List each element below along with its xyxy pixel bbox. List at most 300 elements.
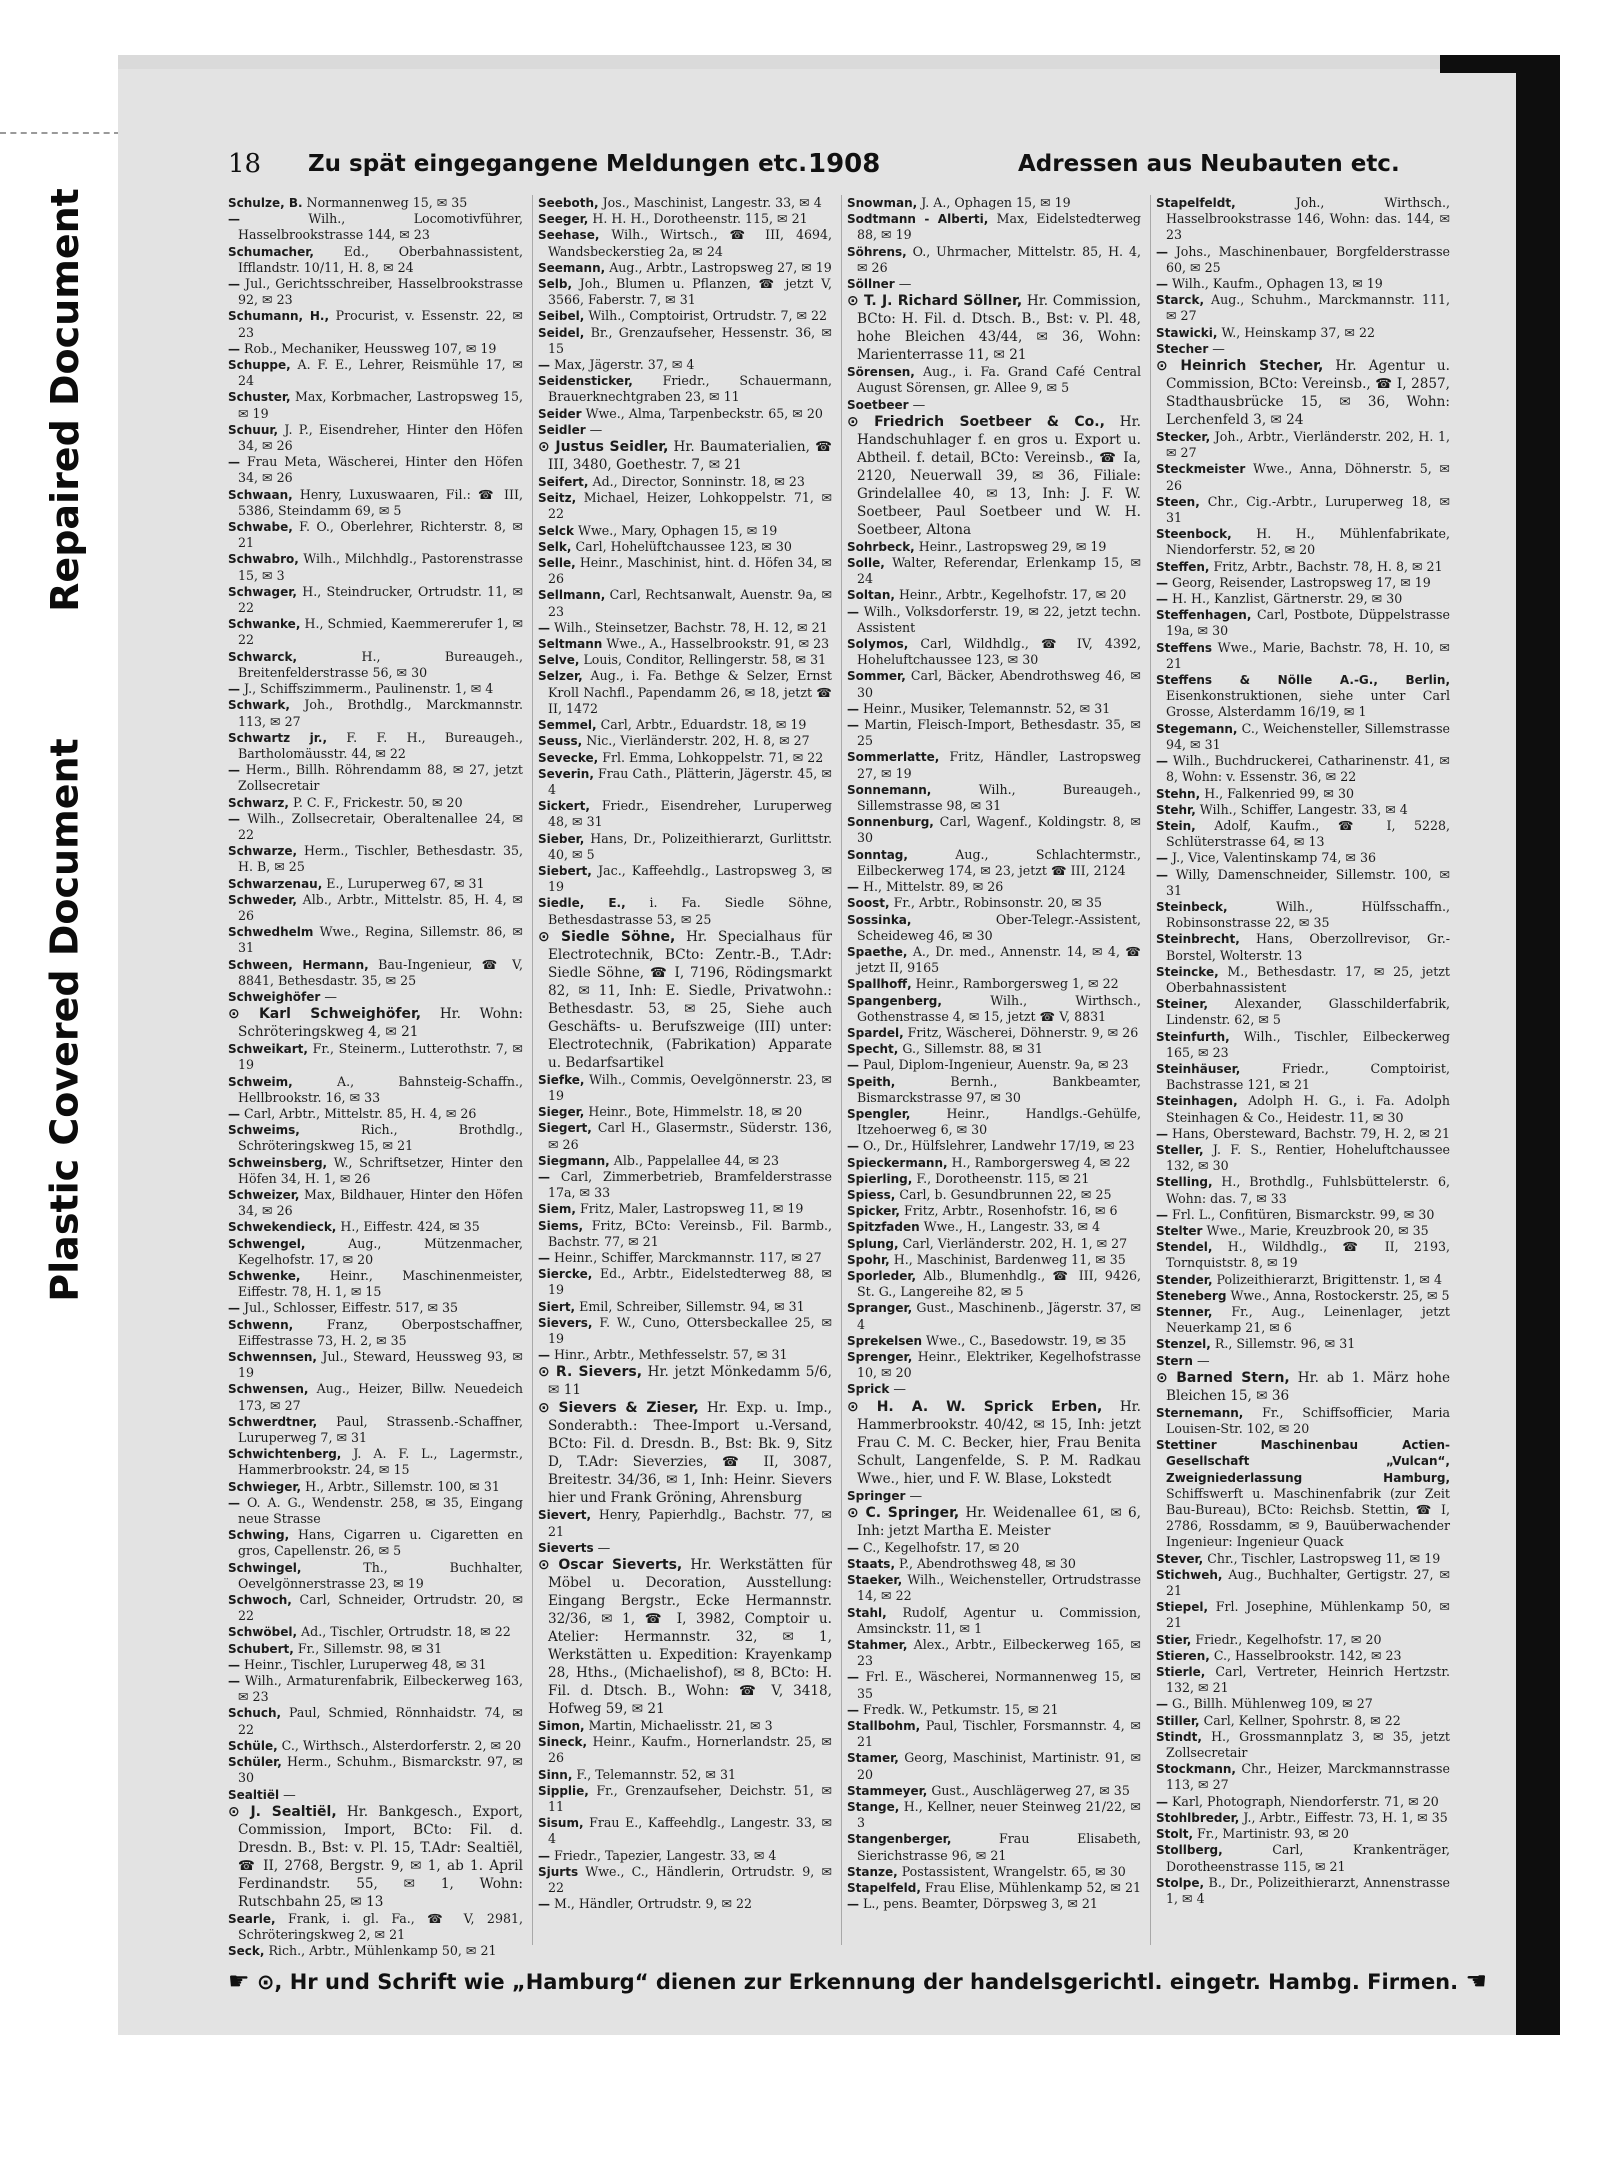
entry-name: — (1156, 575, 1168, 590)
directory-entry (1156, 850, 1450, 866)
entry-details: L., pens. Beamter, Dörpsweg 3, ✉ 21 (863, 1896, 1098, 1912)
directory-entry (847, 1381, 1141, 1397)
directory-entry (228, 1317, 523, 1349)
entry-details: Paul, Diplom-Ingenieur, Auenstr. 9a, ✉ 23 (863, 1057, 1129, 1073)
entry-details: Hr. Hammerbrookstr. 40/42, ✉ 15, Inh: jetzt Frau C. M. C. Becker, hier, Frau Benita Schult, Langenfelde, S. P. M. Radkau Wwe., hier, und F. W. Blase, Lokstedt (857, 1398, 1142, 1487)
entry-details: Rob., Mechaniker, Heussweg 107, ✉ 19 (244, 340, 497, 356)
entry-details: Wilh., Tischler, Eilbeckerweg 165, ✉ 23 (1166, 1028, 1450, 1060)
entry-details: Wilh., Comptoirist, Ortrudstr. 7, ✉ 22 (588, 308, 828, 324)
entry-details: Wwe., A., Hasselbrookstr. 91, ✉ 23 (606, 636, 830, 652)
entry-name: Steiner, (1156, 997, 1209, 1012)
directory-entry (228, 1641, 523, 1657)
entry-details: Frau E., Kaffeehdlg., Langestr. 33, ✉ 4 (548, 1815, 832, 1847)
directory-entry (1156, 1142, 1450, 1174)
entry-details: Schiffswerft u. Maschinenfabrik (zur Zeit Bau-Bureau), BCto: Reichsb. Stettin, ☎ I, 2786, Rossdamm, ✉ 9, Bauüberwachender Ingenieur: Ingenieur Quack (1166, 1485, 1450, 1550)
entry-name: Soost, (847, 896, 890, 911)
entry-name: Stierle, (1156, 1665, 1206, 1680)
directory-entry (228, 211, 523, 243)
directory-entry (538, 276, 832, 308)
directory-entry (538, 474, 832, 490)
directory-entry (538, 620, 832, 636)
entry-name: ⊙ T. J. Richard Söllner, (847, 293, 1023, 310)
directory-entry (847, 782, 1141, 814)
entry-details: Fritz, Händler, Lastropsweg 27, ✉ 19 (857, 749, 1141, 781)
directory-entry (1156, 575, 1450, 591)
entry-name: Starck, (1156, 293, 1205, 308)
entry-details: Carl, Kellner, Spohrstr. 8, ✉ 22 (1203, 1712, 1401, 1728)
directory-entry (538, 1718, 832, 1734)
directory-entry (1156, 786, 1450, 802)
directory-entry (1156, 721, 1450, 753)
directory-entry (847, 211, 1141, 243)
entry-name: Seltmann (538, 637, 603, 652)
directory-entry (1156, 1093, 1450, 1125)
footer-text: ⊙, Hr und Schrift wie „Hamburg“ dienen zur Erkennung der handelsgerichtl. eingetr. Hambg. Firmen. (256, 1970, 1459, 1994)
directory-entry (1156, 1567, 1450, 1599)
directory-entry (538, 895, 832, 927)
entry-name: Seehase, (538, 228, 600, 243)
directory-entry (228, 1624, 523, 1640)
entry-details: H., Eiffestr. 424, ✉ 35 (340, 1219, 480, 1235)
directory-entry (538, 766, 832, 798)
entry-details: Frl. E., Wäscherei, Normannenweg 15, ✉ 35 (857, 1669, 1141, 1701)
entry-name: Snowman, (847, 196, 918, 210)
entry-name: ⊙ J. Sealtiël, (228, 1803, 337, 1820)
directory-entry (538, 555, 832, 587)
entry-name: Sieverts (538, 1540, 594, 1555)
entry-details: Wwe., Anna, Rostockerstr. 25, ✉ 5 (1230, 1287, 1450, 1303)
entry-name: — (228, 1657, 240, 1672)
directory-entry (1156, 899, 1450, 931)
directory-entry (538, 325, 832, 357)
entry-name: Schwarz, (228, 795, 289, 810)
entry-details: Wwe., H., Langestr. 33, ✉ 4 (923, 1219, 1101, 1235)
directory-entry (1156, 1632, 1450, 1648)
directory-entry (847, 1203, 1141, 1219)
entry-details: Heinr., Arbtr., Kegelhofstr. 17, ✉ 20 (898, 587, 1127, 603)
entry-details: — (1212, 340, 1225, 356)
entry-name: Spallhoff, (847, 977, 912, 992)
directory-columns (223, 195, 1458, 1959)
directory-entry (847, 717, 1141, 749)
entry-details: Hr. jetzt Mönkedamm 5/6, ✉ 11 (548, 1364, 833, 1399)
directory-entry (847, 814, 1141, 846)
entry-details: Joh., Wirthsch., Hasselbrookstrasse 146, Wohn: das. 144, ✉ 23 (1166, 195, 1450, 243)
entry-name: Stecker, (1156, 430, 1211, 445)
directory-entry (228, 276, 523, 308)
entry-name: — (1156, 244, 1168, 259)
entry-details: Wwe., Alma, Tarpenbeckstr. 65, ✉ 20 (585, 405, 823, 421)
entry-details: Martin, Michaelisstr. 21, ✉ 3 (588, 1718, 773, 1733)
entry-details: Ad., Director, Sonninstr. 18, ✉ 23 (592, 474, 805, 490)
entry-details: H., Brothdlg., Fuhlsbüttelerstr. 6, Wohn: das. 7, ✉ 33 (1166, 1174, 1450, 1206)
entry-details: H., Maschinist, Bardenweg 11, ✉ 35 (893, 1251, 1126, 1267)
entry-details: H., Bureaugeh., Breitenfelderstrasse 56, ✉ 30 (238, 648, 523, 680)
entry-details: C., Weichensteller, Sillemstrasse 94, ✉ 31 (1166, 720, 1450, 752)
header-left-title: Zu spät eingegangene Meldungen etc. (308, 151, 808, 177)
directory-entry (538, 1315, 832, 1347)
entry-details: J. F. S., Rentier, Hoheluftchaussee 132, ✉ 30 (1166, 1141, 1450, 1174)
repaired-document-text: Repaired Document (43, 188, 88, 612)
directory-entry (1156, 818, 1450, 850)
directory-entry (538, 523, 832, 539)
entry-name: Seck, (228, 1944, 265, 1959)
entry-details: H., Grossmannplatz 3, ✉ 35, jetzt Zollsecretair (1166, 1728, 1450, 1761)
entry-name: Solle, (847, 556, 885, 571)
entry-details: M., Händler, Ortrudstr. 9, ✉ 22 (554, 1896, 753, 1912)
directory-entry (1156, 640, 1450, 672)
entry-details: J. P., Eisendreher, Hinter den Höfen 34, ✉ 26 (238, 421, 523, 454)
directory-entry (847, 1398, 1141, 1488)
entry-details: Wilh., Bureaugeh., Sillemstrasse 98, ✉ 31 (857, 781, 1141, 814)
directory-entry (228, 957, 523, 989)
entry-details: J. A., Ophagen 15, ✉ 19 (921, 195, 1071, 210)
entry-name: Schumacher, (228, 244, 314, 259)
entry-details: F., Telemannstr. 52, ✉ 31 (576, 1766, 737, 1782)
entry-name: Sieger, (538, 1105, 585, 1120)
entry-details: Henry, Papierhdlg., Bachstr. 77, ✉ 21 (548, 1507, 832, 1539)
directory-entry (1156, 1729, 1450, 1761)
entry-name: Stern (1156, 1353, 1193, 1368)
entry-name: Staeker, (847, 1573, 903, 1588)
directory-entry (1156, 996, 1450, 1028)
entry-name: Selck (538, 523, 574, 538)
directory-entry (228, 762, 523, 794)
entry-name: Stangenberger, (847, 1832, 952, 1847)
entry-name: Sörensen, (847, 365, 915, 380)
directory-entry (228, 1738, 523, 1754)
entry-details: Fr., Steinerm., Lutterothstr. 7, ✉ 19 (238, 1041, 523, 1073)
scanned-page (118, 55, 1560, 2035)
directory-entry (1156, 276, 1450, 292)
directory-entry (1156, 1794, 1450, 1810)
entry-details: Heinr., Maschinenmeister, Eiffestr. 78, H. 1, ✉ 15 (238, 1268, 523, 1300)
entry-details: — (912, 396, 926, 412)
directory-entry (228, 681, 523, 697)
entry-name: Staats, (847, 1557, 896, 1571)
entry-details: O., Uhrmacher, Mittelstr. 85, H. 4, ✉ 26 (857, 243, 1141, 275)
repaired-document-label (0, 120, 130, 680)
directory-entry (847, 1783, 1141, 1799)
entry-details: Paul, Tischler, Forsmannstr. 4, ✉ 21 (857, 1718, 1141, 1750)
entry-details: Wilh., Hülfsschaffn., Robinsonstrasse 22, ✉ 35 (1166, 898, 1450, 931)
entry-details: Carl, Schneider, Ortrudstr. 20, ✉ 22 (238, 1592, 523, 1624)
entry-details: Johs., Maschinenbauer, Borgfelderstrasse 60, ✉ 25 (1166, 243, 1450, 275)
directory-entry (228, 1560, 523, 1592)
entry-name: Schweder, (228, 892, 297, 907)
entry-name: Soetbeer (847, 397, 909, 412)
directory-entry (847, 413, 1141, 539)
entry-name: Sprekelsen (847, 1333, 923, 1348)
directory-entry (228, 1268, 523, 1300)
entry-details: H., Kellner, neuer Steinweg 21/22, ✉ 3 (857, 1799, 1141, 1831)
entry-name: Stenner, (1156, 1305, 1213, 1319)
entry-name: Schwarck, (228, 649, 298, 664)
entry-name: Schwing, (228, 1528, 290, 1543)
entry-details: J., Vice, Valentinskamp 74, ✉ 36 (1172, 850, 1376, 866)
header-year: 1908 (808, 149, 881, 179)
entry-details: H., Steindrucker, Ortrudstr. 11, ✉ 22 (238, 583, 523, 616)
directory-entry (847, 879, 1141, 895)
entry-details: Fredk. W., Petkumstr. 15, ✉ 21 (863, 1701, 1059, 1717)
entry-details: Carl, Postbote, Düppelstrasse 19a, ✉ 30 (1166, 607, 1450, 639)
directory-entry (1156, 244, 1450, 276)
directory-column-1 (223, 195, 528, 1959)
entry-name: Sineck, (538, 1735, 588, 1750)
entry-details: Chr., Heizer, Marckmannstrasse 113, ✉ 27 (1166, 1761, 1450, 1793)
entry-details: Fritz, BCto: Vereinsb., Fil. Barmb., Bachstr. 77, ✉ 21 (548, 1217, 832, 1249)
binding-shadow (1516, 55, 1560, 2035)
entry-details: H. H., Kanzlist, Gärtnerstr. 29, ✉ 30 (1172, 591, 1403, 607)
directory-entry (538, 422, 832, 438)
entry-name: Spitzfaden (847, 1220, 920, 1235)
entry-details: Heinr., Kaufm., Hornerlandstr. 25, ✉ 26 (548, 1734, 832, 1766)
entry-name: Solymos, (847, 637, 909, 652)
entry-details: Alexander, Glasschilderfabrik, Lindenstr. 62, ✉ 5 (1166, 996, 1450, 1028)
entry-name: Sipplie, (538, 1783, 589, 1798)
entry-name: Steen, (1156, 494, 1200, 509)
directory-entry (847, 1155, 1141, 1171)
entry-name: ⊙ Sievers & Zieser, (538, 1400, 699, 1417)
entry-name: Sternemann, (1156, 1405, 1244, 1420)
entry-name: — (847, 718, 859, 733)
directory-entry (228, 195, 523, 211)
directory-entry (1156, 526, 1450, 558)
entry-name: Spangenberg, (847, 993, 942, 1008)
entry-name: Stahmer, (847, 1638, 908, 1653)
entry-details: Jac., Kaffeehdlg., Lastropsweg 3, ✉ 19 (548, 862, 832, 895)
directory-entry (1156, 1551, 1450, 1567)
entry-details: Paul, Strassenb.-Schaffner, Luruperweg 7, ✉ 31 (238, 1413, 523, 1446)
directory-entry (847, 397, 1141, 413)
entry-name: Seidensticker, (538, 374, 633, 389)
entry-details: Hr. Exp. u. Imp., Sonderabth.: Thee-Import u.-Versand, BCto: Fil. d. Dresdn. B., Bst: Bk. 9, Sitz D, T.Adr: Sieverzies, ☎ II, 3087, Breitestr. 34/36, ✉ 1, Inh: Heinr. Sievers hier und Frank Gröning, Ahrensburg (548, 1400, 833, 1507)
directory-entry (538, 652, 832, 668)
entry-details: R., Sillemstr. 96, ✉ 31 (1214, 1336, 1356, 1352)
directory-entry (1156, 1126, 1450, 1142)
directory-entry (228, 1592, 523, 1624)
entry-details: Wilh., Steinsetzer, Bachstr. 78, H. 12, ✉ 21 (554, 619, 828, 635)
scan-divider (0, 132, 120, 134)
entry-name: Stender, (1156, 1272, 1213, 1287)
entry-details: H., Schmied, Kaemmererufer 1, ✉ 22 (238, 616, 523, 648)
plastic-covered-text: Plastic Covered Document (43, 738, 88, 1302)
entry-name: Sossinka, (847, 912, 912, 927)
entry-name: Schwingel, (228, 1560, 302, 1575)
directory-entry (538, 490, 832, 522)
directory-entry (228, 1005, 523, 1041)
entry-name: Sohrbeck, (847, 539, 915, 554)
entry-details: A., Bahnsteig-Schaffn., Hellbrookstr. 16, ✉ 33 (238, 1073, 523, 1105)
directory-entry (228, 308, 523, 340)
entry-details: P., Abendrothsweg 48, ✉ 30 (899, 1556, 1076, 1571)
directory-entry (538, 1556, 832, 1718)
entry-details: Br., Grenzaufseher, Hessenstr. 36, ✉ 15 (548, 324, 832, 356)
entry-details: Max, Bildhauer, Hinter den Höfen 34, ✉ 26 (238, 1186, 523, 1219)
directory-entry (847, 292, 1141, 364)
directory-entry (847, 1864, 1141, 1880)
entry-details: Friedr., Comptoirist, Bachstrasse 121, ✉ 21 (1166, 1060, 1450, 1093)
entry-name: Sealtiël (228, 1787, 280, 1802)
entry-details: H. H. H., Dorotheenstr. 115, ✉ 21 (592, 211, 808, 227)
directory-entry (1156, 1288, 1450, 1304)
directory-entry (228, 876, 523, 892)
entry-name: — (228, 763, 240, 778)
entry-name: Sieber, (538, 831, 585, 846)
entry-details: Wilh., Wirthsch., Gothenstrasse 4, ✉ 15, jetzt ☎ V, 8831 (857, 992, 1141, 1024)
entry-name: — (228, 1674, 240, 1689)
directory-entry (847, 1556, 1141, 1572)
entry-details: — (909, 1487, 923, 1503)
entry-name: Schweizer, (228, 1187, 300, 1202)
directory-entry (228, 924, 523, 956)
entry-name: ⊙ Karl Schweighöfer, (228, 1006, 422, 1023)
entry-name: — (538, 358, 550, 373)
entry-details: Hr. Baumaterialien, ☎ III, 3480, Goethestr. 7, ✉ 21 (548, 439, 832, 474)
entry-name: Schuch, (228, 1706, 282, 1721)
entry-details: Heinr., Schiffer, Marckmannstr. 117, ✉ 27 (554, 1249, 822, 1265)
entry-details: Wilh., Wirtsch., ☎ III, 4694, Wandsbeckerstieg 2a, ✉ 24 (548, 227, 832, 259)
directory-entry (228, 795, 523, 811)
entry-name: Stiepel, (1156, 1600, 1209, 1615)
entry-name: ⊙ C. Springer, (847, 1504, 960, 1521)
entry-details: Wilh., Armaturenfabrik, Eilbeckerweg 163, ✉ 23 (238, 1673, 523, 1705)
entry-name: ⊙ Siedle Söhne, (538, 928, 676, 945)
entry-name: — (1156, 592, 1168, 607)
entry-details: Walter, Referendar, Erlenkamp 15, ✉ 24 (857, 555, 1141, 587)
directory-entry (228, 519, 523, 551)
entry-details: H., Arbtr., Sillemstr. 100, ✉ 31 (305, 1478, 500, 1494)
entry-details: B., Dr., Polizeithierarzt, Annenstrasse 1, ✉ 4 (1166, 1874, 1450, 1906)
directory-entry (1156, 1842, 1450, 1874)
entry-name: Sievert, (538, 1508, 592, 1523)
directory-entry (228, 892, 523, 924)
directory-entry (847, 1252, 1141, 1268)
directory-entry (228, 244, 523, 276)
directory-entry (228, 1495, 523, 1527)
entry-details: H., Ramborgersweg 4, ✉ 22 (951, 1154, 1131, 1170)
directory-entry (847, 1488, 1141, 1504)
entry-details: Michael, Heizer, Lohkoppelstr. 71, ✉ 22 (548, 490, 832, 522)
entry-name: — (538, 1848, 550, 1863)
entry-details: Hr. Werkstätten für Möbel u. Decoration, Ausstellung: Eingang Bergstr., Ecke Hermannstr. 32/36, ✉ 1, ☎ I, 3982, Comptoir u. Atelier: Hermannstr. 32, ✉ 1, Werkstätten u. Expedition: Krayenkamp 28, Hths., (Michaelishof), ✉ 8, BCto: H. Fil. d. Dtsch. B., Wohn: ☎ V, 3418, Hofweg 59, ✉ 21 (548, 1557, 833, 1717)
directory-entry (538, 1507, 832, 1539)
directory-entry (228, 1943, 523, 1959)
entry-name: Steincke, (1156, 964, 1219, 979)
entry-details: Aug., Heizer, Billw. Neuedeich 173, ✉ 27 (238, 1381, 523, 1413)
entry-details: O., Dr., Hülfslehrer, Landwehr 17/19, ✉ 23 (863, 1138, 1135, 1154)
page-number: 18 (228, 149, 262, 179)
entry-name: Stelling, (1156, 1175, 1213, 1190)
entry-details: Karl, Photograph, Niendorferstr. 71, ✉ 20 (1172, 1793, 1439, 1809)
entry-name: Siebert, (538, 863, 592, 878)
entry-details: W., Schriftsetzer, Hinter den Höfen 34, H. 1, ✉ 26 (238, 1154, 523, 1186)
entry-name: Sellmann, (538, 588, 606, 603)
entry-details: Jos., Maschinist, Langestr. 33, ✉ 4 (602, 195, 822, 210)
entry-name: Schwabro, (228, 552, 299, 567)
directory-entry (538, 733, 832, 749)
directory-entry (538, 1815, 832, 1847)
entry-details: Procurist, v. Essenstr. 22, ✉ 23 (238, 308, 523, 340)
directory-entry (847, 1669, 1141, 1701)
entry-details: Henry, Luxuswaaren, Fil.: ☎ III, 5386, Steindamm 69, ✉ 5 (238, 486, 523, 518)
directory-entry (228, 1300, 523, 1316)
entry-name: Sommerlatte, (847, 750, 940, 765)
entry-details: Wwe., C., Basedowstr. 19, ✉ 35 (926, 1332, 1127, 1348)
entry-details: Gust., Maschinenb., Jägerstr. 37, ✉ 4 (857, 1300, 1141, 1332)
directory-entry (228, 1187, 523, 1219)
entry-name: Steckmeister (1156, 462, 1246, 477)
directory-entry (228, 1041, 523, 1073)
entry-details: Friedr., Kegelhofstr. 17, ✉ 20 (1195, 1631, 1382, 1647)
directory-entry (228, 1754, 523, 1786)
entry-name: Schwarze, (228, 844, 298, 859)
directory-entry (1156, 461, 1450, 493)
entry-details: H., Mittelstr. 89, ✉ 26 (863, 879, 1004, 895)
entry-name: ⊙ Oscar Sieverts, (538, 1557, 683, 1573)
directory-entry (538, 260, 832, 276)
directory-entry (538, 1153, 832, 1169)
directory-entry (847, 636, 1141, 668)
entry-details: Max, Eidelstedterweg 88, ✉ 19 (857, 211, 1141, 243)
directory-entry (228, 357, 523, 389)
entry-details: Hr. Commission, BCto: H. Fil. d. Dtsch. B., Bst: v. Pl. 48, hohe Bleichen 43/44, ✉ 36, Wohn: Marienterrasse 11, ✉ 21 (857, 293, 1141, 364)
entry-name: Sickert, (538, 799, 590, 814)
directory-entry (1156, 1336, 1450, 1352)
entry-name: Schubert, (228, 1641, 294, 1656)
directory-entry (228, 1479, 523, 1495)
entry-name: Sonnemann, (847, 782, 932, 797)
entry-details: Hr. Specialhaus für Electrotechnik, BCto: Zentr.-B., T.Adr: Siedle Söhne, ☎ I, 7196, Rödingsmarkt 82, ✉ 11, Inh: E. Siedle, Privatwohn.: Bethesdastr. 53, ✉ 25, Siehe auch Geschäfts- u. Berufszweige (III) unter: Electrotechnik, (Fabrikation) Apparate u. Bedarfsartikel (548, 928, 832, 1071)
entry-name: Selb, (538, 277, 573, 292)
entry-name: Selk, (538, 539, 572, 554)
entry-details: Frau Meta, Wäscherei, Hinter den Höfen 34, ✉ 26 (238, 454, 523, 486)
directory-entry (1156, 1061, 1450, 1093)
directory-entry (538, 1072, 832, 1104)
directory-entry (847, 1831, 1141, 1863)
directory-entry (228, 1155, 523, 1187)
directory-entry (1156, 1304, 1450, 1336)
entry-details: Heinr., Handlgs.-Gehülfe, Itzehoerweg 6, ✉ 30 (857, 1105, 1141, 1138)
entry-details: Nic., Vierländerstr. 202, H. 8, ✉ 27 (586, 733, 810, 749)
entry-name: — (847, 701, 859, 716)
entry-name: Siegmann, (538, 1153, 610, 1168)
entry-details: Ed., Oberbahnassistent, Ifflandstr. 10/11, H. 8, ✉ 24 (238, 243, 523, 275)
directory-entry (228, 1236, 523, 1268)
entry-details: Fritz, Arbtr., Rosenhofstr. 16, ✉ 6 (903, 1203, 1118, 1219)
directory-entry (1156, 1174, 1450, 1206)
directory-entry (538, 1266, 832, 1298)
directory-entry (228, 697, 523, 729)
entry-details: Chr., Tischler, Lastropsweg 11, ✉ 19 (1207, 1550, 1441, 1566)
entry-name: Schwager, (228, 584, 297, 599)
entry-name: Searle, (228, 1911, 276, 1926)
entry-name: Sporleder, (847, 1268, 917, 1283)
directory-entry (1156, 1810, 1450, 1826)
entry-name: Steinbeck, (1156, 899, 1228, 914)
entry-details: Fr., Grenzaufseher, Deichstr. 51, ✉ 11 (548, 1782, 832, 1815)
entry-details: Herm., Schuhm., Bismarckstr. 97, ✉ 30 (238, 1754, 523, 1786)
header-right-title: Adressen aus Neubauten etc. (1018, 151, 1400, 177)
entry-details: Fr., Sillemstr. 98, ✉ 31 (297, 1640, 443, 1656)
entry-name: Selle, (538, 556, 576, 571)
entry-details: i. Fa. Siedle Söhne, Bethesdastrasse 53, ✉ 25 (548, 895, 832, 927)
directory-entry (1156, 1437, 1450, 1550)
directory-entry (1156, 1369, 1450, 1405)
directory-entry (538, 1104, 832, 1120)
directory-entry (847, 1540, 1141, 1556)
entry-name: Spengler, (847, 1106, 911, 1121)
